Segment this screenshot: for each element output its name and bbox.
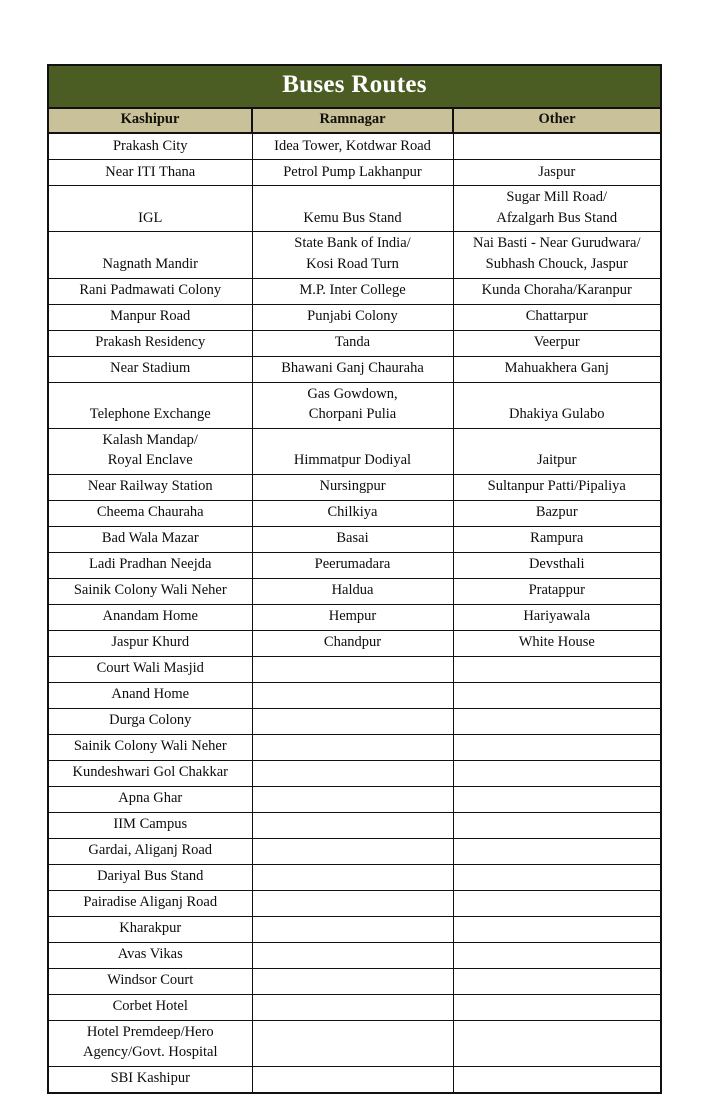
cell-kashipur: Ladi Pradhan Neejda — [48, 552, 252, 578]
cell-kashipur: Near ITI Thana — [48, 160, 252, 186]
table-row — [48, 734, 661, 760]
cell-kashipur: Apna Ghar — [48, 786, 252, 812]
cell-other — [453, 890, 661, 916]
cell-other: Sugar Mill Road/ Afzalgarh Bus Stand — [453, 186, 661, 232]
table-row — [48, 382, 661, 428]
cell-ramnagar: M.P. Inter College — [252, 278, 453, 304]
table-row — [48, 1066, 661, 1093]
cell-ramnagar: Bhawani Ganj Chauraha — [252, 356, 453, 382]
cell-other — [453, 812, 661, 838]
cell-ramnagar — [252, 994, 453, 1020]
cell-kashipur: Manpur Road — [48, 304, 252, 330]
cell-kashipur: Cheema Chauraha — [48, 500, 252, 526]
cell-other — [453, 864, 661, 890]
cell-kashipur: Rani Padmawati Colony — [48, 278, 252, 304]
cell-kashipur: Kundeshwari Gol Chakkar — [48, 760, 252, 786]
cell-other — [453, 916, 661, 942]
cell-ramnagar: Petrol Pump Lakhanpur — [252, 160, 453, 186]
cell-ramnagar — [252, 760, 453, 786]
table-title-row — [48, 65, 661, 108]
cell-kashipur: Anand Home — [48, 682, 252, 708]
table-title: Buses Routes — [48, 65, 661, 108]
cell-other: Nai Basti - Near Gurudwara/ Subhash Chouck, Jaspur — [453, 232, 661, 278]
cell-kashipur: Telephone Exchange — [48, 382, 252, 428]
table-row — [48, 500, 661, 526]
cell-kashipur: Kalash Mandap/ Royal Enclave — [48, 428, 252, 474]
cell-other: Bazpur — [453, 500, 661, 526]
table-row — [48, 812, 661, 838]
table-row — [48, 760, 661, 786]
cell-other — [453, 994, 661, 1020]
cell-kashipur: Near Stadium — [48, 356, 252, 382]
cell-ramnagar — [252, 656, 453, 682]
cell-other: Sultanpur Patti/Pipaliya — [453, 474, 661, 500]
table-row — [48, 994, 661, 1020]
cell-kashipur: Sainik Colony Wali Neher — [48, 578, 252, 604]
cell-ramnagar — [252, 1020, 453, 1066]
cell-kashipur: Nagnath Mandir — [48, 232, 252, 278]
table-row — [48, 890, 661, 916]
cell-other — [453, 1066, 661, 1093]
table-row — [48, 304, 661, 330]
cell-kashipur: Anandam Home — [48, 604, 252, 630]
cell-other — [453, 682, 661, 708]
cell-ramnagar: Gas Gowdown, Chorpani Pulia — [252, 382, 453, 428]
cell-kashipur: Windsor Court — [48, 968, 252, 994]
table-row — [48, 474, 661, 500]
cell-ramnagar: Chandpur — [252, 630, 453, 656]
cell-other — [453, 133, 661, 160]
table-row — [48, 232, 661, 278]
table-row — [48, 604, 661, 630]
cell-kashipur: Corbet Hotel — [48, 994, 252, 1020]
table-row — [48, 630, 661, 656]
table-row — [48, 864, 661, 890]
cell-kashipur: Avas Vikas — [48, 942, 252, 968]
table-row — [48, 838, 661, 864]
cell-other: Jaitpur — [453, 428, 661, 474]
cell-kashipur: IIM Campus — [48, 812, 252, 838]
cell-other — [453, 734, 661, 760]
cell-kashipur: Durga Colony — [48, 708, 252, 734]
cell-ramnagar — [252, 708, 453, 734]
cell-other — [453, 656, 661, 682]
cell-ramnagar: Haldua — [252, 578, 453, 604]
table-row — [48, 428, 661, 474]
cell-ramnagar: Idea Tower, Kotdwar Road — [252, 133, 453, 160]
bus-routes-table — [47, 64, 662, 1094]
cell-ramnagar — [252, 942, 453, 968]
cell-other — [453, 786, 661, 812]
cell-ramnagar — [252, 890, 453, 916]
cell-ramnagar: State Bank of India/ Kosi Road Turn — [252, 232, 453, 278]
cell-ramnagar: Hempur — [252, 604, 453, 630]
cell-ramnagar — [252, 864, 453, 890]
cell-other: Veerpur — [453, 330, 661, 356]
cell-ramnagar: Chilkiya — [252, 500, 453, 526]
column-header-other: Other — [453, 108, 661, 133]
cell-other: Mahuakhera Ganj — [453, 356, 661, 382]
cell-kashipur: SBI Kashipur — [48, 1066, 252, 1093]
table-row — [48, 916, 661, 942]
table-body — [48, 65, 661, 1093]
cell-ramnagar — [252, 1066, 453, 1093]
cell-kashipur: Bad Wala Mazar — [48, 526, 252, 552]
cell-kashipur: Dariyal Bus Stand — [48, 864, 252, 890]
table-row — [48, 786, 661, 812]
table-row — [48, 968, 661, 994]
cell-other: Chattarpur — [453, 304, 661, 330]
cell-ramnagar: Nursingpur — [252, 474, 453, 500]
column-header-kashipur: Kashipur — [48, 108, 252, 133]
cell-ramnagar — [252, 786, 453, 812]
cell-kashipur: Sainik Colony Wali Neher — [48, 734, 252, 760]
cell-other — [453, 838, 661, 864]
table-row — [48, 133, 661, 160]
table-row — [48, 356, 661, 382]
table-row — [48, 682, 661, 708]
cell-other — [453, 968, 661, 994]
cell-other — [453, 760, 661, 786]
cell-other: Rampura — [453, 526, 661, 552]
cell-ramnagar — [252, 812, 453, 838]
cell-ramnagar: Tanda — [252, 330, 453, 356]
table-row — [48, 160, 661, 186]
table-row — [48, 942, 661, 968]
cell-kashipur: Prakash City — [48, 133, 252, 160]
table-row — [48, 186, 661, 232]
table-row — [48, 578, 661, 604]
cell-other: Jaspur — [453, 160, 661, 186]
cell-kashipur: Jaspur Khurd — [48, 630, 252, 656]
cell-ramnagar: Kemu Bus Stand — [252, 186, 453, 232]
cell-ramnagar — [252, 838, 453, 864]
cell-kashipur: Prakash Residency — [48, 330, 252, 356]
cell-ramnagar — [252, 734, 453, 760]
cell-ramnagar: Himmatpur Dodiyal — [252, 428, 453, 474]
table-row — [48, 278, 661, 304]
bus-routes-table-container — [47, 64, 660, 1094]
table-row — [48, 1020, 661, 1066]
cell-other: Pratappur — [453, 578, 661, 604]
cell-kashipur: Gardai, Aliganj Road — [48, 838, 252, 864]
cell-other: Dhakiya Gulabo — [453, 382, 661, 428]
cell-kashipur: Pairadise Aliganj Road — [48, 890, 252, 916]
cell-other: White House — [453, 630, 661, 656]
table-row — [48, 526, 661, 552]
cell-kashipur: Near Railway Station — [48, 474, 252, 500]
table-row — [48, 330, 661, 356]
cell-kashipur: Kharakpur — [48, 916, 252, 942]
cell-ramnagar — [252, 682, 453, 708]
cell-kashipur: Hotel Premdeep/Hero Agency/Govt. Hospital — [48, 1020, 252, 1066]
table-row — [48, 656, 661, 682]
cell-ramnagar: Punjabi Colony — [252, 304, 453, 330]
cell-other: Devsthali — [453, 552, 661, 578]
cell-ramnagar — [252, 916, 453, 942]
cell-ramnagar: Peerumadara — [252, 552, 453, 578]
table-row — [48, 552, 661, 578]
cell-other — [453, 942, 661, 968]
cell-other: Kunda Choraha/Karanpur — [453, 278, 661, 304]
cell-other: Hariyawala — [453, 604, 661, 630]
cell-kashipur: IGL — [48, 186, 252, 232]
cell-ramnagar: Basai — [252, 526, 453, 552]
column-header-row — [48, 108, 661, 133]
cell-other — [453, 708, 661, 734]
table-row — [48, 708, 661, 734]
cell-ramnagar — [252, 968, 453, 994]
column-header-ramnagar: Ramnagar — [252, 108, 453, 133]
cell-kashipur: Court Wali Masjid — [48, 656, 252, 682]
cell-other — [453, 1020, 661, 1066]
